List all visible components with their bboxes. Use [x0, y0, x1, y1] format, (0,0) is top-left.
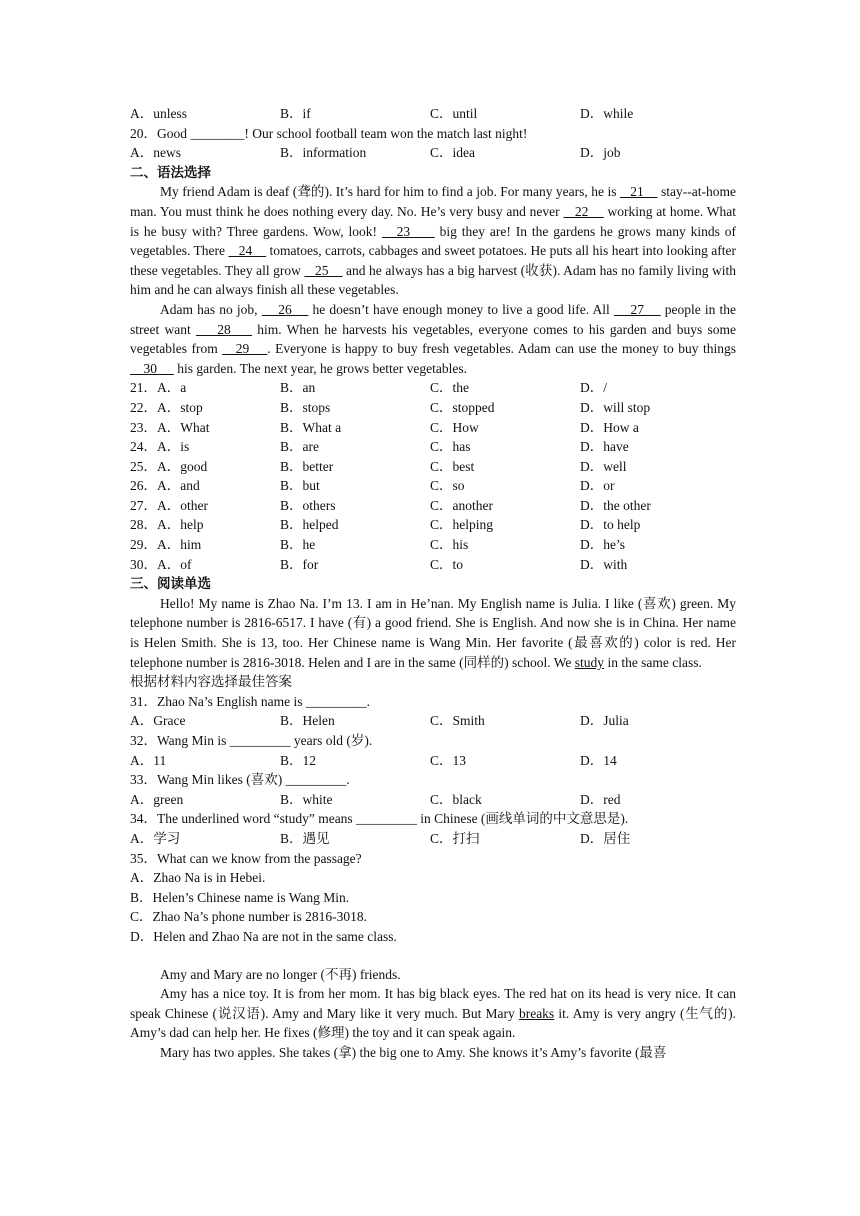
blank-21: 21 [619, 184, 658, 200]
q19-options [130, 104, 736, 124]
q35-option-c: C．Zhao Na’s phone number is 2816-3018. [130, 909, 367, 925]
q20-stem: 20．Good ________! Our school football team won the match last night! [130, 125, 528, 141]
q35-option-d: D．Helen and Zhao Na are not in the same class. [130, 928, 397, 944]
blank-23: 23 [381, 223, 435, 239]
question-row: 23．A．What B．What a C．How D．How a [130, 419, 639, 435]
blank-22: 22 [563, 203, 604, 219]
blank-26: 26 [261, 301, 309, 317]
grammar-passage-paragraph-1: My friend Adam is deaf (聋的). It’s hard for him to find a job. For many years, he is 21 stay--at-home man. You must think he does nothing every day. No. He’s very busy and never 22 working at home. What is he busy with? Three gardens. Wow, look! 23 big they are! In the gardens he grows many kinds of vegetables. There 24 tomatoes, carrots, cabbages and sweet potatoes. He puts all his heart into looking after these vegetables. They all grow 25 and he always has a big harvest (收获). Adam has no family living with him and he can always finish all these vegetables. [130, 184, 737, 298]
q35-option-a: A．Zhao Na is in Hebei. [130, 870, 266, 886]
spacer [130, 947, 736, 965]
question-row: 22．A．stop B．stops C．stopped D．will stop [130, 399, 651, 415]
reading-instruction: 根据材料内容选择最佳答案 [130, 674, 292, 690]
question-row: 27．A．other B．others C．another D．the other [130, 497, 651, 513]
question-row: 24．A．is B．are C．has D．have [130, 439, 629, 455]
blank-27: 27 [613, 301, 661, 317]
reading-passage-2-paragraph-1: Amy and Mary are no longer (不再) friends. [160, 966, 401, 982]
section-heading-reading: 三、阅读单选 [130, 576, 211, 592]
question-row: 29．A．him B．he C．his D．he’s [130, 537, 625, 553]
blank-30: 30 [130, 360, 174, 376]
reading-passage-2-paragraph-2: Amy has a nice toy. It is from her mom. It has big black eyes. The red hat on its head is very nice. It can speak Chinese (说汉语). Amy and Mary like it very much. But Mary breaks it. Amy is very angry (生气的). Amy’s dad can help her. He fixes (修理) the toy and it can speak again. [130, 986, 736, 1041]
q32-options: A．11 B．12 C．13 D．14 [130, 752, 617, 768]
reading-passage-2-paragraph-3: Mary has two apples. She takes (拿) the big one to Amy. She knows it’s Amy’s favorite (最喜 [160, 1044, 667, 1060]
q33-stem: 33．Wang Min likes (喜欢) _________. [130, 772, 350, 788]
blank-29: 29 [222, 341, 268, 357]
question-row: 30．A．of B．for C．to D．with [130, 556, 628, 572]
option-b: B．if [280, 106, 311, 121]
grammar-questions [130, 378, 736, 574]
q31-stem: 31．Zhao Na’s English name is _________. [130, 693, 370, 709]
option-a: A．unless [130, 106, 187, 121]
underlined-word: study [574, 654, 605, 670]
question-row: 28．A．help B．helped C．helping D．to help [130, 517, 641, 533]
option-b: B．information [280, 145, 367, 161]
underlined-word: breaks [518, 1005, 555, 1021]
option-d: D．while [580, 106, 634, 121]
exam-page [130, 104, 736, 1063]
question-row: 26．A．and B．but C．so D．or [130, 478, 615, 494]
grammar-passage-paragraph-2: Adam has no job, 26 he doesn’t have enough money to live a good life. All 27 people in the street want 28 him. When he harvests his vegetables, everyone comes to his garden and buys some vegetables from 29 . Everyone is happy to buy fresh vegetables. Adam can use the money to buy things 30 his garden. The next year, he grows better vegetables. [130, 301, 737, 376]
q32-stem: 32．Wang Min is _________ years old (岁). [130, 733, 373, 748]
q34-options: A．学习 B．遇见 C．打扫 D．居住 [130, 830, 631, 846]
option-c: C．until [430, 106, 478, 121]
section-heading-grammar: 二、语法选择 [130, 164, 211, 180]
question-row: 21．A．a B．an C．the D．/ [130, 380, 607, 396]
blank-28: 28 [196, 321, 252, 337]
q35-option-b: B．Helen’s Chinese name is Wang Min. [130, 889, 350, 905]
q31-options: A．Grace B．Helen C．Smith D．Julia [130, 713, 629, 729]
option-d: D．job [580, 145, 621, 161]
q34-stem: 34．The underlined word “study” means _________ in Chinese (画线单词的中文意思是). [130, 811, 629, 827]
q35-stem: 35．What can we know from the passage? [130, 850, 362, 866]
blank-24: 24 [228, 243, 267, 259]
blank-25: 25 [304, 262, 343, 278]
reading-passage-1: Hello! My name is Zhao Na. I’m 13. I am in He’nan. My English name is Julia. I like (喜欢) green. My telephone number is 2816-6517. I have (有) a good friend. She is English. And now she is in China. Her name is Helen Smith. She is 13, too. Her Chinese name is Wang Min. Her favorite (最喜欢的) color is red. Her telephone number is 2816-3018. Helen and I are in the same (同样的) school. We study in the same class. [130, 595, 736, 670]
q20-options [130, 143, 736, 163]
option-a: A．news [130, 145, 181, 161]
option-c: C．idea [430, 145, 475, 161]
q33-options: A．green B．white C．black D．red [130, 791, 621, 807]
question-row: 25．A．good B．better C．best D．well [130, 458, 627, 474]
